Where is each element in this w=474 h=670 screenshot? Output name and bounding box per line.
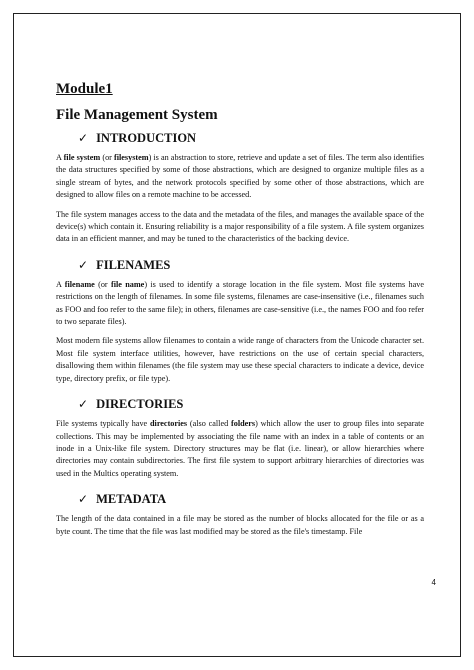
text-run: (or bbox=[94, 279, 111, 289]
section-heading-text: INTRODUCTION bbox=[96, 131, 197, 145]
section-spacer bbox=[56, 545, 424, 549]
section-heading-text: DIRECTORIES bbox=[96, 397, 184, 412]
section-heading-introduction bbox=[78, 130, 424, 146]
sections-container bbox=[56, 130, 424, 549]
bold-term: filesystem bbox=[114, 153, 149, 162]
paragraph bbox=[56, 152, 424, 202]
section-heading-text: METADATA bbox=[96, 492, 167, 507]
paragraph bbox=[56, 279, 424, 329]
bold-term: directories bbox=[149, 419, 188, 429]
bold-term: filename bbox=[64, 279, 95, 289]
bold-term: file system bbox=[63, 153, 101, 162]
text-run: (also called bbox=[187, 419, 231, 429]
section-heading-text: FILENAMES bbox=[96, 257, 171, 272]
section-heading-metadata bbox=[78, 491, 424, 507]
paragraph bbox=[56, 209, 424, 246]
text-run: A bbox=[56, 279, 65, 289]
text-run: ) which allow the user to group files into separate collections. This may be implemented by associating the file name with an index in a table of contents or an inode in a Unix-like file system. Directory structures may be flat (i.e. linear), or allow hierarchies where directories may contain subdirectories. The first file system to support arbitrary hierarchies of directories was used in the Multics operating system. bbox=[56, 419, 424, 478]
text-run: ) is used to identify a storage location in the file system. Most file systems have restrictions on the length of filenames. In some file systems, filenames are case-insensitive (i.e., filenames such as FOO and foo refer to the same file); in others, filenames are case-sensitive (i.e., the names FOO and foo refer to two separate files). bbox=[56, 279, 424, 327]
checkmark-icon: ✓ bbox=[78, 397, 89, 412]
text-run: (or bbox=[100, 153, 115, 162]
text-run: The file system manages access to the data and the metadata of the files, and manages the available space of the device(s) which contain it. Ensuring reliability is a major responsibility of a file system. A file system organizes data in an efficient manner, and may be tuned to the characteristics of the backing device. bbox=[56, 209, 424, 244]
text-run: ) is an abstraction to store, retrieve and update a set of files. The term also identifies the data structures specified by some of those abstractions, which are designed to organize multiple files as a single stream of bytes, and the network protocols specified by some other of those abstractions, which are designed to allow files on a remote machine to be accessed. bbox=[56, 153, 425, 200]
module-title: Module1 bbox=[56, 81, 113, 97]
paragraph bbox=[56, 335, 424, 385]
section-heading-directories bbox=[78, 396, 424, 412]
text-run: The length of the data contained in a file may be stored as the number of blocks allocated for the file or as a byte count. The time that the file was last modified may be stored as the file's timestamp. File bbox=[56, 514, 424, 536]
checkmark-icon: ✓ bbox=[78, 131, 89, 145]
page-number: 4 bbox=[431, 578, 436, 587]
document-body bbox=[56, 80, 424, 549]
paragraph bbox=[56, 513, 424, 538]
bold-term: file name bbox=[110, 279, 145, 289]
section-heading-filenames bbox=[78, 257, 424, 273]
text-run: Most modern file systems allow filenames to contain a wide range of characters from the Unicode character set. Most file system interface utilities, however, have restrictions on the use of certain special characters, disallowing them within filenames (the file system may use these special characters to indicate a device, device type, directory prefix, or file type). bbox=[56, 336, 424, 383]
paragraph bbox=[56, 418, 424, 480]
checkmark-icon: ✓ bbox=[78, 257, 89, 272]
page-title: File Management System bbox=[56, 107, 218, 123]
text-run: A bbox=[56, 153, 64, 162]
checkmark-icon: ✓ bbox=[78, 492, 89, 507]
text-run: File systems typically have bbox=[56, 419, 150, 429]
bold-term: folders bbox=[231, 419, 256, 429]
